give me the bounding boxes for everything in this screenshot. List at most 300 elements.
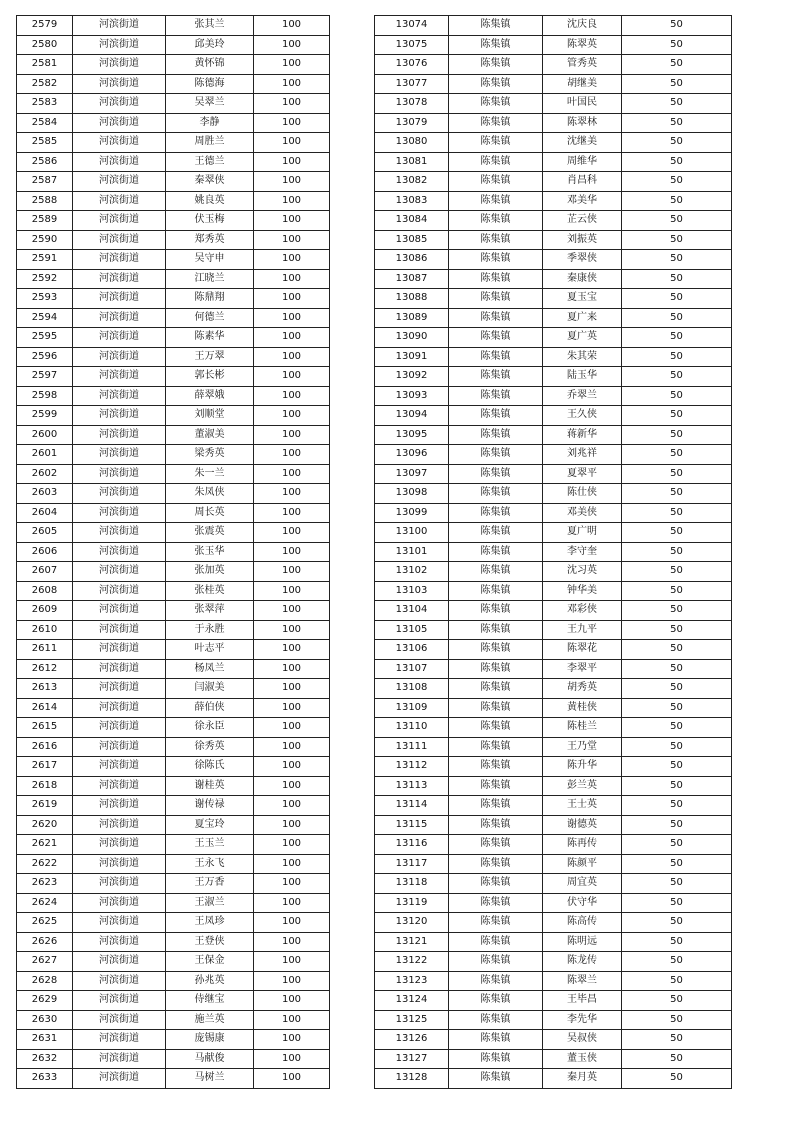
- name-cell: 沈习英: [543, 562, 622, 582]
- name-cell: 陈翠英: [543, 35, 622, 55]
- table-row: [375, 1010, 732, 1030]
- table-row: [375, 113, 732, 133]
- table-row: [375, 698, 732, 718]
- serial-cell: 13114: [375, 796, 449, 816]
- table-row: [17, 425, 330, 445]
- amount-cell: 50: [622, 698, 732, 718]
- table-row: [17, 152, 330, 172]
- serial-cell: 13076: [375, 55, 449, 75]
- name-cell: 朱其荣: [543, 347, 622, 367]
- serial-cell: 2597: [17, 367, 73, 387]
- district-cell: 河滨街道: [73, 328, 166, 348]
- table-row: [375, 1030, 732, 1050]
- table-row: [375, 932, 732, 952]
- name-cell: 徐永臣: [166, 718, 254, 738]
- name-cell: 刘兆祥: [543, 445, 622, 465]
- amount-cell: 100: [254, 230, 330, 250]
- amount-cell: 50: [622, 1030, 732, 1050]
- name-cell: 陈翠花: [543, 640, 622, 660]
- table-row: [375, 35, 732, 55]
- district-cell: 陈集镇: [449, 425, 543, 445]
- serial-cell: 13119: [375, 893, 449, 913]
- district-cell: 河滨街道: [73, 796, 166, 816]
- district-cell: 河滨街道: [73, 640, 166, 660]
- name-cell: 吴叔侠: [543, 1030, 622, 1050]
- table-row: [17, 1069, 330, 1089]
- name-cell: 季翠侠: [543, 250, 622, 270]
- name-cell: 陈颜平: [543, 854, 622, 874]
- serial-cell: 13111: [375, 737, 449, 757]
- amount-cell: 100: [254, 191, 330, 211]
- amount-cell: 50: [622, 659, 732, 679]
- district-cell: 陈集镇: [449, 211, 543, 231]
- table-row: [17, 679, 330, 699]
- name-cell: 陈桂兰: [543, 718, 622, 738]
- table-row: [17, 913, 330, 933]
- name-cell: 周长英: [166, 503, 254, 523]
- district-cell: 河滨街道: [73, 406, 166, 426]
- serial-cell: 13110: [375, 718, 449, 738]
- amount-cell: 50: [622, 1010, 732, 1030]
- name-cell: 张加英: [166, 562, 254, 582]
- amount-cell: 50: [622, 581, 732, 601]
- table-row: [17, 367, 330, 387]
- name-cell: 马树兰: [166, 1069, 254, 1089]
- table-row: [375, 269, 732, 289]
- amount-cell: 50: [622, 737, 732, 757]
- district-cell: 陈集镇: [449, 367, 543, 387]
- serial-cell: 13126: [375, 1030, 449, 1050]
- name-cell: 夏翠平: [543, 464, 622, 484]
- amount-cell: 50: [622, 35, 732, 55]
- serial-cell: 13120: [375, 913, 449, 933]
- table-row: [17, 133, 330, 153]
- table-row: [17, 347, 330, 367]
- amount-cell: 50: [622, 152, 732, 172]
- serial-cell: 13091: [375, 347, 449, 367]
- table-row: [17, 484, 330, 504]
- amount-cell: 100: [254, 542, 330, 562]
- table-row: [375, 1049, 732, 1069]
- table-row: [17, 620, 330, 640]
- table-row: [17, 55, 330, 75]
- name-cell: 孙兆英: [166, 971, 254, 991]
- amount-cell: 50: [622, 347, 732, 367]
- amount-cell: 100: [254, 484, 330, 504]
- district-cell: 河滨街道: [73, 74, 166, 94]
- table-row: [375, 601, 732, 621]
- name-cell: 刘顺堂: [166, 406, 254, 426]
- table-row: [375, 757, 732, 777]
- name-cell: 闫淑美: [166, 679, 254, 699]
- table-row: [17, 269, 330, 289]
- serial-cell: 13103: [375, 581, 449, 601]
- serial-cell: 2607: [17, 562, 73, 582]
- name-cell: 肖昌科: [543, 172, 622, 192]
- serial-cell: 2583: [17, 94, 73, 114]
- name-cell: 郑秀英: [166, 230, 254, 250]
- name-cell: 梁秀英: [166, 445, 254, 465]
- name-cell: 李翠平: [543, 659, 622, 679]
- name-cell: 张其兰: [166, 16, 254, 36]
- table-row: [375, 230, 732, 250]
- district-cell: 陈集镇: [449, 562, 543, 582]
- serial-cell: 13087: [375, 269, 449, 289]
- amount-cell: 100: [254, 133, 330, 153]
- district-cell: 河滨街道: [73, 269, 166, 289]
- district-cell: 陈集镇: [449, 737, 543, 757]
- name-cell: 陈素华: [166, 328, 254, 348]
- name-cell: 王久侠: [543, 406, 622, 426]
- name-cell: 李守奎: [543, 542, 622, 562]
- district-cell: 陈集镇: [449, 1030, 543, 1050]
- amount-cell: 100: [254, 581, 330, 601]
- name-cell: 李先华: [543, 1010, 622, 1030]
- name-cell: 秦月英: [543, 1069, 622, 1089]
- district-cell: 陈集镇: [449, 133, 543, 153]
- district-cell: 河滨街道: [73, 425, 166, 445]
- district-cell: 陈集镇: [449, 854, 543, 874]
- amount-cell: 50: [622, 542, 732, 562]
- district-cell: 陈集镇: [449, 484, 543, 504]
- table-row: [375, 991, 732, 1011]
- serial-cell: 13092: [375, 367, 449, 387]
- serial-cell: 2599: [17, 406, 73, 426]
- table-row: [375, 718, 732, 738]
- serial-cell: 2622: [17, 854, 73, 874]
- serial-cell: 13127: [375, 1049, 449, 1069]
- name-cell: 江晓兰: [166, 269, 254, 289]
- table-row: [375, 971, 732, 991]
- serial-cell: 13107: [375, 659, 449, 679]
- serial-cell: 13094: [375, 406, 449, 426]
- district-cell: 陈集镇: [449, 347, 543, 367]
- district-cell: 陈集镇: [449, 191, 543, 211]
- table-row: [17, 113, 330, 133]
- district-cell: 河滨街道: [73, 16, 166, 36]
- district-cell: 河滨街道: [73, 250, 166, 270]
- district-cell: 河滨街道: [73, 601, 166, 621]
- amount-cell: 50: [622, 640, 732, 660]
- amount-cell: 50: [622, 913, 732, 933]
- name-cell: 秦翠侠: [166, 172, 254, 192]
- table-row: [375, 367, 732, 387]
- amount-cell: 100: [254, 94, 330, 114]
- district-cell: 陈集镇: [449, 796, 543, 816]
- name-cell: 吴守申: [166, 250, 254, 270]
- table-row: [375, 815, 732, 835]
- district-cell: 陈集镇: [449, 152, 543, 172]
- district-cell: 河滨街道: [73, 347, 166, 367]
- table-row: [17, 74, 330, 94]
- table-row: [375, 835, 732, 855]
- district-cell: 河滨街道: [73, 367, 166, 387]
- name-cell: 周胜兰: [166, 133, 254, 153]
- name-cell: 周维华: [543, 152, 622, 172]
- name-cell: 王毕昌: [543, 991, 622, 1011]
- district-cell: 河滨街道: [73, 542, 166, 562]
- district-cell: 陈集镇: [449, 523, 543, 543]
- serial-cell: 2621: [17, 835, 73, 855]
- amount-cell: 100: [254, 503, 330, 523]
- serial-cell: 2586: [17, 152, 73, 172]
- district-cell: 河滨街道: [73, 133, 166, 153]
- amount-cell: 100: [254, 971, 330, 991]
- district-cell: 陈集镇: [449, 620, 543, 640]
- amount-cell: 100: [254, 172, 330, 192]
- table-row: [375, 74, 732, 94]
- amount-cell: 100: [254, 893, 330, 913]
- name-cell: 吴翠兰: [166, 94, 254, 114]
- table-row: [17, 35, 330, 55]
- serial-cell: 13118: [375, 874, 449, 894]
- serial-cell: 13083: [375, 191, 449, 211]
- serial-cell: 13123: [375, 971, 449, 991]
- district-cell: 陈集镇: [449, 328, 543, 348]
- table-row: [17, 581, 330, 601]
- table-row: [17, 757, 330, 777]
- name-cell: 沈庆良: [543, 16, 622, 36]
- table-row: [17, 523, 330, 543]
- name-cell: 黄怀锦: [166, 55, 254, 75]
- table-row: [17, 854, 330, 874]
- amount-cell: 50: [622, 776, 732, 796]
- table-row: [17, 796, 330, 816]
- amount-cell: 100: [254, 35, 330, 55]
- serial-cell: 2628: [17, 971, 73, 991]
- table-row: [17, 874, 330, 894]
- district-cell: 河滨街道: [73, 484, 166, 504]
- amount-cell: 100: [254, 913, 330, 933]
- serial-cell: 2589: [17, 211, 73, 231]
- district-cell: 陈集镇: [449, 601, 543, 621]
- name-cell: 庞锡康: [166, 1030, 254, 1050]
- name-cell: 徐秀英: [166, 737, 254, 757]
- name-cell: 叶志平: [166, 640, 254, 660]
- district-cell: 河滨街道: [73, 289, 166, 309]
- amount-cell: 100: [254, 815, 330, 835]
- amount-cell: 100: [254, 445, 330, 465]
- district-cell: 河滨街道: [73, 55, 166, 75]
- district-cell: 陈集镇: [449, 971, 543, 991]
- table-row: [375, 1069, 732, 1089]
- table-row: [375, 250, 732, 270]
- serial-cell: 13085: [375, 230, 449, 250]
- serial-cell: 2605: [17, 523, 73, 543]
- amount-cell: 100: [254, 1030, 330, 1050]
- district-cell: 河滨街道: [73, 211, 166, 231]
- serial-cell: 13086: [375, 250, 449, 270]
- name-cell: 王淑兰: [166, 893, 254, 913]
- name-cell: 朱凤侠: [166, 484, 254, 504]
- serial-cell: 2592: [17, 269, 73, 289]
- serial-cell: 13075: [375, 35, 449, 55]
- district-cell: 陈集镇: [449, 932, 543, 952]
- amount-cell: 100: [254, 347, 330, 367]
- amount-cell: 100: [254, 874, 330, 894]
- district-cell: 河滨街道: [73, 835, 166, 855]
- table-row: [375, 737, 732, 757]
- serial-cell: 13102: [375, 562, 449, 582]
- table-row: [375, 211, 732, 231]
- name-cell: 伏玉梅: [166, 211, 254, 231]
- name-cell: 陈再传: [543, 835, 622, 855]
- table-row: [17, 991, 330, 1011]
- name-cell: 王登侠: [166, 932, 254, 952]
- amount-cell: 100: [254, 952, 330, 972]
- table-row: [375, 874, 732, 894]
- amount-cell: 50: [622, 172, 732, 192]
- table-row: [375, 776, 732, 796]
- serial-cell: 13122: [375, 952, 449, 972]
- serial-cell: 2633: [17, 1069, 73, 1089]
- serial-cell: 2617: [17, 757, 73, 777]
- name-cell: 王九平: [543, 620, 622, 640]
- district-cell: 河滨街道: [73, 35, 166, 55]
- serial-cell: 13109: [375, 698, 449, 718]
- district-cell: 陈集镇: [449, 269, 543, 289]
- district-cell: 河滨街道: [73, 464, 166, 484]
- table-row: [17, 386, 330, 406]
- district-cell: 河滨街道: [73, 854, 166, 874]
- amount-cell: 50: [622, 308, 732, 328]
- district-cell: 河滨街道: [73, 991, 166, 1011]
- serial-cell: 13095: [375, 425, 449, 445]
- name-cell: 张桂英: [166, 581, 254, 601]
- serial-cell: 13098: [375, 484, 449, 504]
- table-row: [375, 679, 732, 699]
- serial-cell: 13117: [375, 854, 449, 874]
- table-row: [375, 289, 732, 309]
- amount-cell: 100: [254, 386, 330, 406]
- amount-cell: 100: [254, 250, 330, 270]
- district-cell: 河滨街道: [73, 757, 166, 777]
- serial-cell: 2587: [17, 172, 73, 192]
- table-row: [375, 562, 732, 582]
- serial-cell: 13116: [375, 835, 449, 855]
- table-row: [375, 659, 732, 679]
- district-cell: 河滨街道: [73, 172, 166, 192]
- district-cell: 河滨街道: [73, 679, 166, 699]
- name-cell: 夏广英: [543, 328, 622, 348]
- amount-cell: 50: [622, 679, 732, 699]
- district-cell: 陈集镇: [449, 581, 543, 601]
- district-cell: 河滨街道: [73, 737, 166, 757]
- serial-cell: 2615: [17, 718, 73, 738]
- amount-cell: 100: [254, 640, 330, 660]
- serial-cell: 2593: [17, 289, 73, 309]
- serial-cell: 2618: [17, 776, 73, 796]
- name-cell: 夏宝玲: [166, 815, 254, 835]
- serial-cell: 13088: [375, 289, 449, 309]
- district-cell: 陈集镇: [449, 874, 543, 894]
- district-cell: 河滨街道: [73, 152, 166, 172]
- table-row: [17, 601, 330, 621]
- name-cell: 王玉兰: [166, 835, 254, 855]
- serial-cell: 2619: [17, 796, 73, 816]
- name-cell: 陈龙传: [543, 952, 622, 972]
- table-row: [17, 815, 330, 835]
- district-cell: 陈集镇: [449, 952, 543, 972]
- name-cell: 黄桂侠: [543, 698, 622, 718]
- serial-cell: 2598: [17, 386, 73, 406]
- name-cell: 夏广明: [543, 523, 622, 543]
- amount-cell: 100: [254, 776, 330, 796]
- serial-cell: 2629: [17, 991, 73, 1011]
- district-cell: 陈集镇: [449, 172, 543, 192]
- name-cell: 胡继美: [543, 74, 622, 94]
- amount-cell: 100: [254, 620, 330, 640]
- table-row: [375, 152, 732, 172]
- table-row: [17, 1049, 330, 1069]
- district-cell: 河滨街道: [73, 971, 166, 991]
- serial-cell: 13106: [375, 640, 449, 660]
- table-row: [17, 1010, 330, 1030]
- amount-cell: 50: [622, 971, 732, 991]
- serial-cell: 2604: [17, 503, 73, 523]
- table-row: [17, 289, 330, 309]
- table-row: [375, 16, 732, 36]
- table-row: [17, 952, 330, 972]
- name-cell: 彭兰英: [543, 776, 622, 796]
- name-cell: 郭长彬: [166, 367, 254, 387]
- serial-cell: 2582: [17, 74, 73, 94]
- district-cell: 河滨街道: [73, 523, 166, 543]
- serial-cell: 2590: [17, 230, 73, 250]
- amount-cell: 50: [622, 757, 732, 777]
- amount-cell: 50: [622, 952, 732, 972]
- table-row: [375, 172, 732, 192]
- amount-cell: 50: [622, 425, 732, 445]
- amount-cell: 100: [254, 16, 330, 36]
- amount-cell: 50: [622, 250, 732, 270]
- amount-cell: 100: [254, 1010, 330, 1030]
- serial-cell: 13089: [375, 308, 449, 328]
- amount-cell: 100: [254, 601, 330, 621]
- amount-cell: 50: [622, 191, 732, 211]
- table-row: [17, 542, 330, 562]
- serial-cell: 2625: [17, 913, 73, 933]
- district-cell: 陈集镇: [449, 74, 543, 94]
- amount-cell: 50: [622, 815, 732, 835]
- serial-cell: 2585: [17, 133, 73, 153]
- name-cell: 王德兰: [166, 152, 254, 172]
- amount-cell: 50: [622, 835, 732, 855]
- district-cell: 河滨街道: [73, 94, 166, 114]
- table-row: [375, 542, 732, 562]
- serial-cell: 13081: [375, 152, 449, 172]
- serial-cell: 2630: [17, 1010, 73, 1030]
- name-cell: 谢德英: [543, 815, 622, 835]
- amount-cell: 100: [254, 367, 330, 387]
- name-cell: 李静: [166, 113, 254, 133]
- name-cell: 姚良英: [166, 191, 254, 211]
- district-cell: 陈集镇: [449, 55, 543, 75]
- amount-cell: 100: [254, 328, 330, 348]
- name-cell: 夏玉宝: [543, 289, 622, 309]
- serial-cell: 2580: [17, 35, 73, 55]
- table-row: [17, 835, 330, 855]
- district-cell: 河滨街道: [73, 581, 166, 601]
- district-cell: 陈集镇: [449, 35, 543, 55]
- serial-cell: 13124: [375, 991, 449, 1011]
- serial-cell: 13100: [375, 523, 449, 543]
- name-cell: 陈鼎翔: [166, 289, 254, 309]
- serial-cell: 13101: [375, 542, 449, 562]
- table-row: [17, 698, 330, 718]
- serial-cell: 13128: [375, 1069, 449, 1089]
- amount-cell: 50: [622, 874, 732, 894]
